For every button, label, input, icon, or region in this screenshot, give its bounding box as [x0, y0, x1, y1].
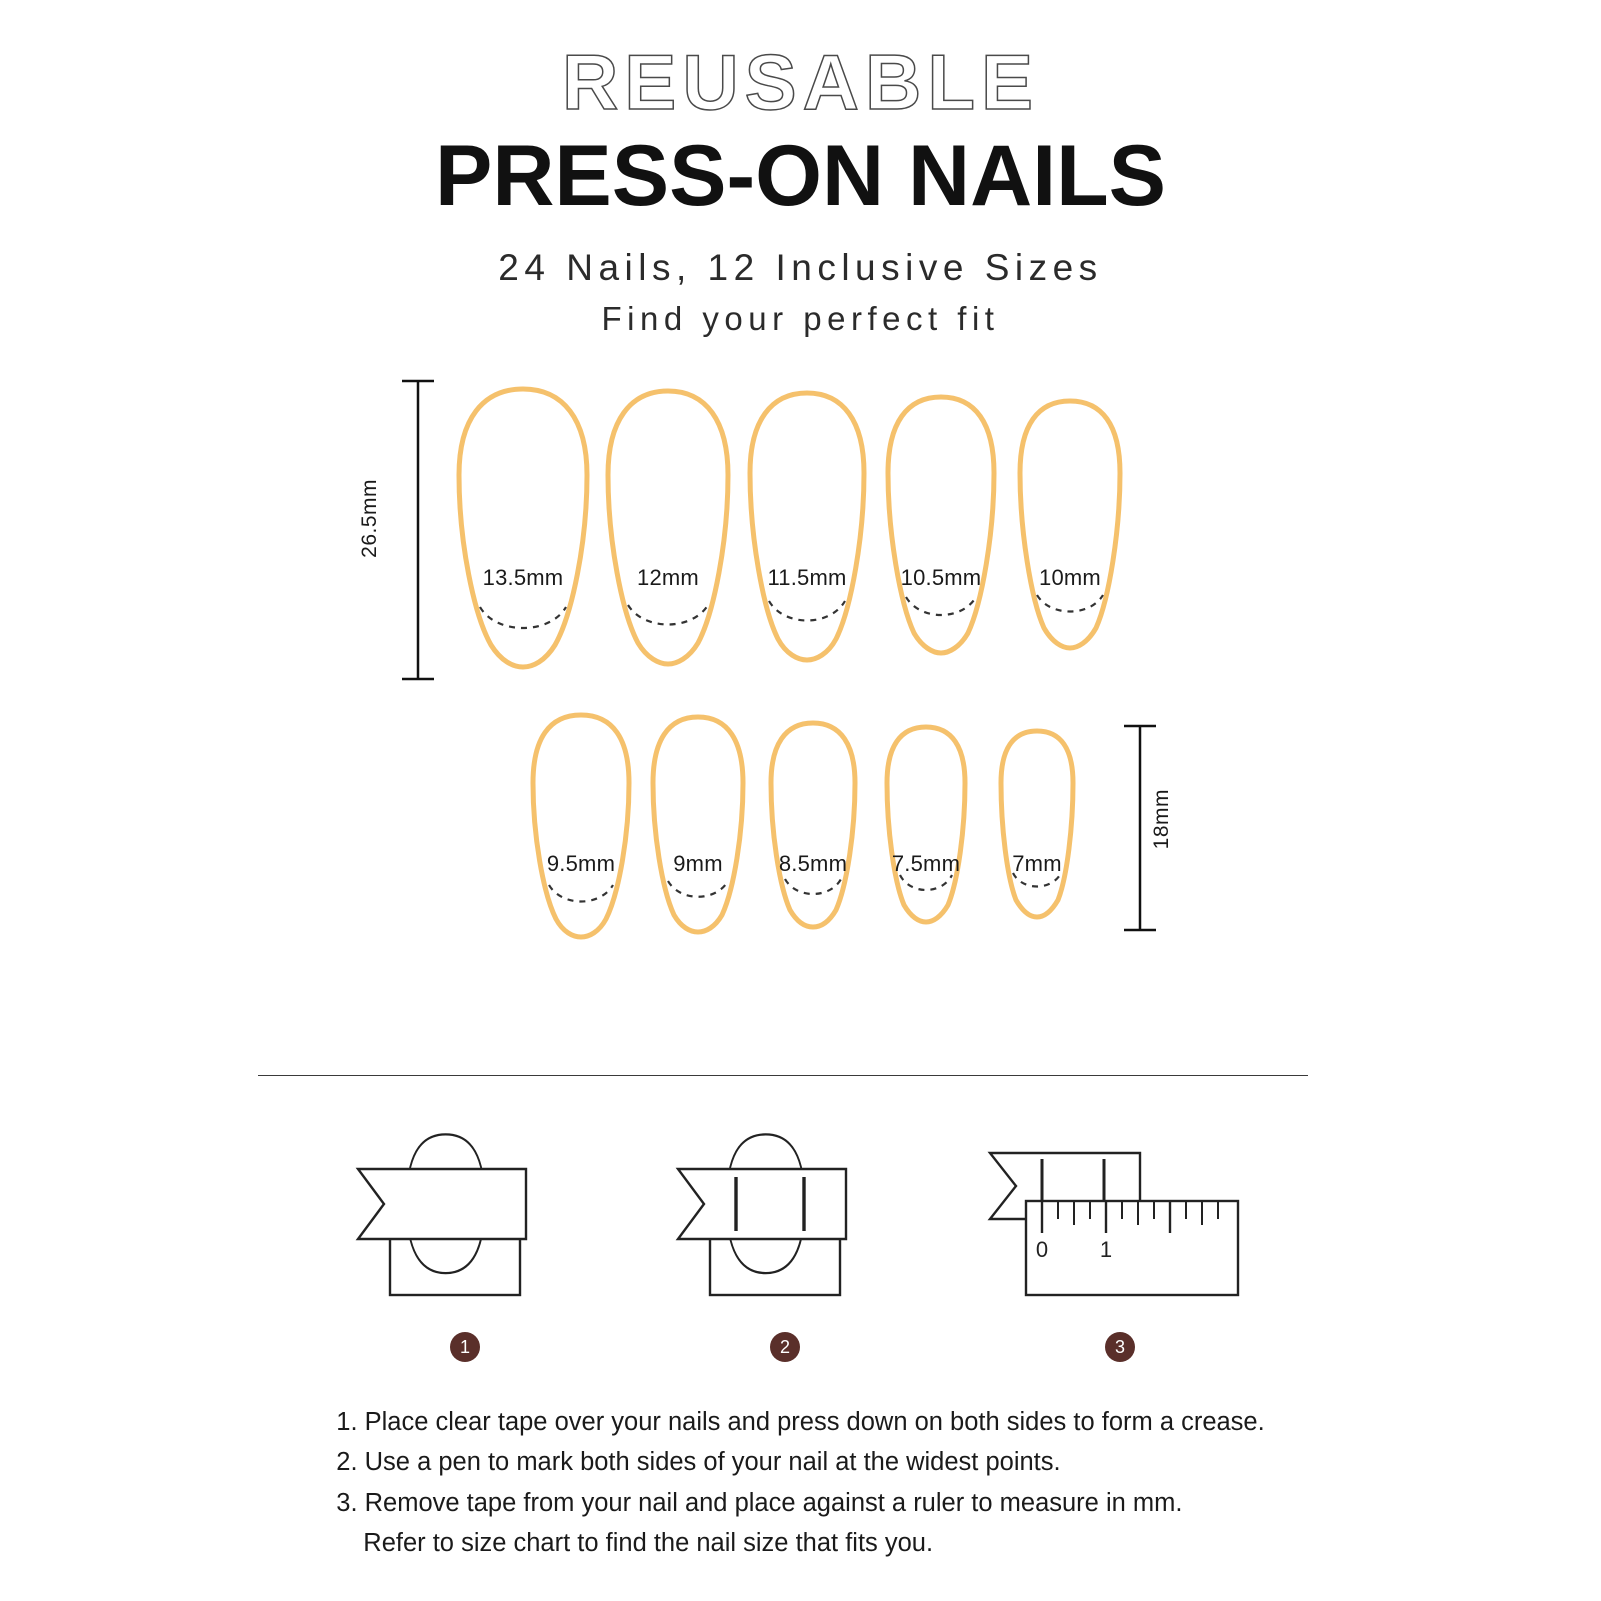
nail-swatch [742, 383, 872, 673]
section-divider [258, 1075, 1308, 1076]
nail-size-label: 10.5mm [900, 565, 982, 591]
nail-size-label: 8.5mm [778, 851, 848, 877]
nail-swatch [763, 709, 863, 941]
nail-size-label: 9.5mm [546, 851, 616, 877]
header [0, 0, 1601, 341]
nail-row-top [450, 383, 1128, 673]
nail-swatch [1012, 383, 1128, 673]
measure-label-top-row: 26.5mm [358, 479, 381, 559]
measure-label-bottom-row: 18mm [1150, 789, 1173, 850]
mark-both-sides-icon [660, 1115, 910, 1315]
nail-swatch [525, 709, 637, 941]
nail-size-label: 7mm [1012, 851, 1062, 877]
measure-with-ruler-icon [980, 1115, 1260, 1315]
instruction-item-sub [336, 1523, 1264, 1563]
nail-size-label: 13.5mm [482, 565, 564, 591]
step-1 [340, 1115, 590, 1362]
step-number-badge: 3 [1105, 1332, 1135, 1362]
nail-swatch [993, 709, 1081, 941]
subtitle-secondary: Find your perfect fit [601, 299, 1000, 337]
steps-illustrations [0, 1115, 1601, 1375]
measure-bar-top-row [398, 379, 438, 686]
ruler-tick-1: 1 [1099, 1237, 1113, 1262]
instruction-item: 3. Remove tape from your nail and place against a ruler to measure in mm. [336, 1488, 1183, 1517]
instructions-list [0, 1402, 1601, 1563]
instruction-item: 2. Use a pen to mark both sides of your nail at the widest points. [336, 1448, 1061, 1477]
nail-size-label: 7.5mm [891, 851, 961, 877]
nail-swatch [600, 383, 736, 673]
nail-swatch [450, 383, 596, 673]
step-3 [980, 1115, 1260, 1362]
page-title-outline: REUSABLE [561, 38, 1040, 126]
tape-over-nail-icon [340, 1115, 590, 1315]
instruction-sub-text: Refer to size chart to find the nail size that fits you. [363, 1528, 934, 1557]
step-2 [660, 1115, 910, 1362]
nail-size-chart [0, 369, 1601, 989]
nail-size-label: 12mm [637, 565, 699, 591]
nail-size-label: 11.5mm [767, 565, 847, 591]
page-title: PRESS-ON NAILS [434, 127, 1167, 224]
ruler-tick-0: 0 [1035, 1237, 1049, 1262]
nail-swatch [879, 709, 973, 941]
nail-swatch [645, 709, 751, 941]
step-number-badge: 1 [450, 1332, 480, 1362]
nail-size-label: 10mm [1039, 565, 1101, 591]
nail-swatch [880, 383, 1002, 673]
subtitle-primary: 24 Nails, 12 Inclusive Sizes [498, 246, 1103, 288]
instruction-item: 1. Place clear tape over your nails and press down on both sides to form a crease. [336, 1408, 1265, 1436]
nail-size-label: 9mm [673, 851, 723, 877]
nail-row-bottom [525, 709, 1081, 941]
step-number-badge: 2 [770, 1332, 800, 1362]
